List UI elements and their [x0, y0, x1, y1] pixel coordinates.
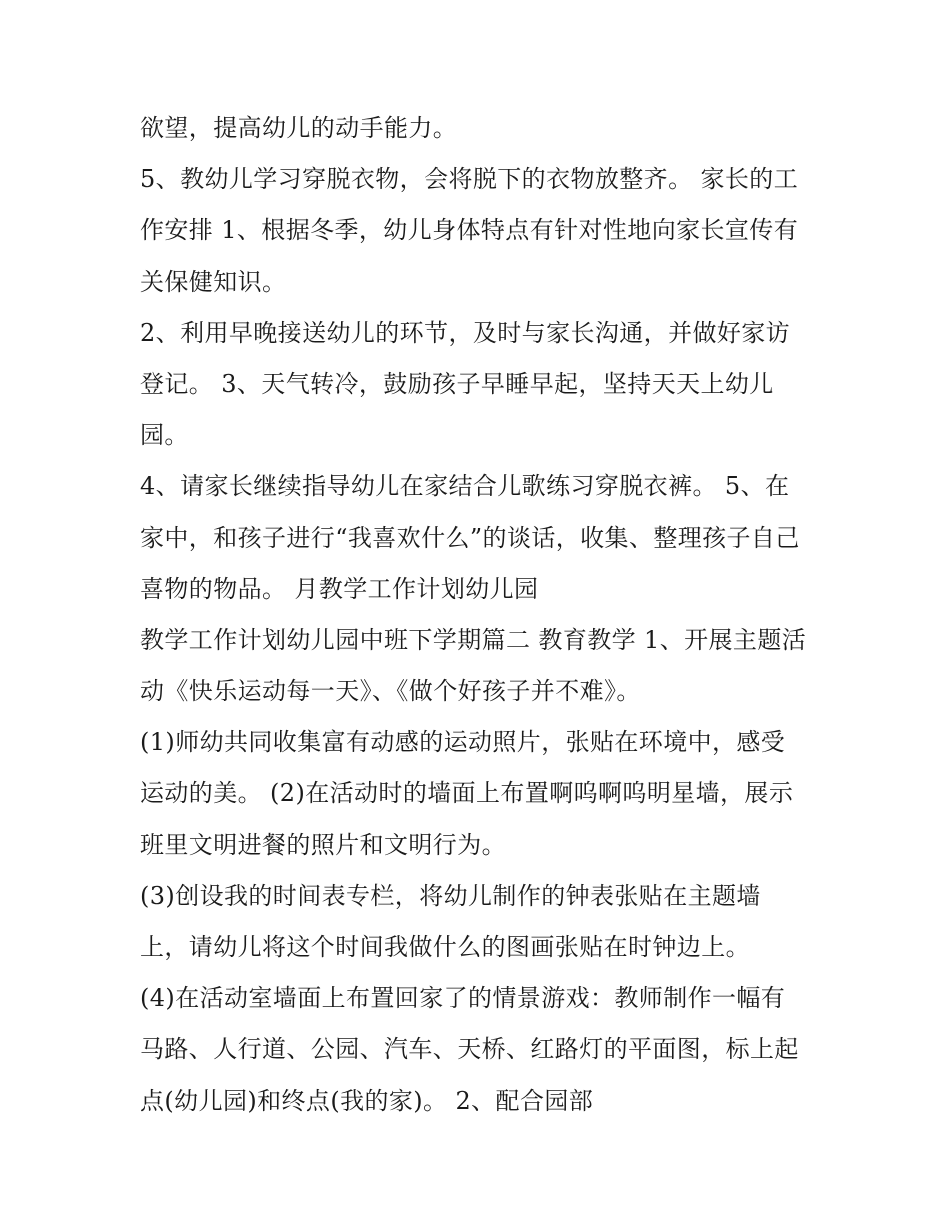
- text-line: 5、教幼儿学习穿脱衣物，会将脱下的衣物放整齐。 家长的工: [140, 165, 799, 194]
- text-line: 家中，和孩子进行“我喜欢什么”的谈话，收集、整理孩子自己: [140, 523, 800, 552]
- text-line: (1)师幼共同收集富有动感的运动照片，张贴在环境中，感受: [140, 728, 786, 757]
- text-line: 班里文明进餐的照片和文明行为。: [140, 830, 506, 859]
- text-line: 运动的美。 (2)在活动时的墙面上布置啊呜啊呜明星墙，展示: [140, 779, 794, 808]
- text-line: 点(幼儿园)和终点(我的家)。 2、配合园部: [140, 1086, 594, 1115]
- text-line: 喜物的物品。 月教学工作计划幼儿园: [140, 574, 539, 603]
- text-line: 2、利用早晚接送幼儿的环节，及时与家长沟通，并做好家访: [140, 318, 791, 347]
- text-line: 关保健知识。: [140, 267, 287, 296]
- text-line: 登记。 3、天气转冷，鼓励孩子早睡早起，坚持天天上幼儿: [140, 369, 774, 398]
- text-line: 欲望，提高幼儿的动手能力。: [140, 114, 458, 142]
- text-line: 马路、人行道、公园、汽车、天桥、红路灯的平面图，标上起: [140, 1035, 799, 1064]
- document-body: [140, 103, 820, 1127]
- text-line: (4)在活动室墙面上布置回家了的情景游戏：教师制作一幅有: [140, 984, 786, 1013]
- text-line: 上，请幼儿将这个时间我做什么的图画张贴在时钟边上。: [140, 933, 750, 961]
- text-line: 4、请家长继续指导幼儿在家结合儿歌练习穿脱衣裤。 5、在: [140, 472, 790, 501]
- text-line: 教学工作计划幼儿园中班下学期篇二 教育教学 1、开展主题活: [140, 625, 807, 654]
- text-line: 作安排 1、根据冬季，幼儿身体特点有针对性地向家长宣传有: [140, 216, 799, 245]
- text-line: 园。: [140, 421, 189, 450]
- text-line: 动《快乐运动每一天》、《做个好孩子并不难》。: [140, 677, 641, 706]
- text-line: (3)创设我的时间表专栏，将幼儿制作的钟表张贴在主题墙: [140, 881, 761, 910]
